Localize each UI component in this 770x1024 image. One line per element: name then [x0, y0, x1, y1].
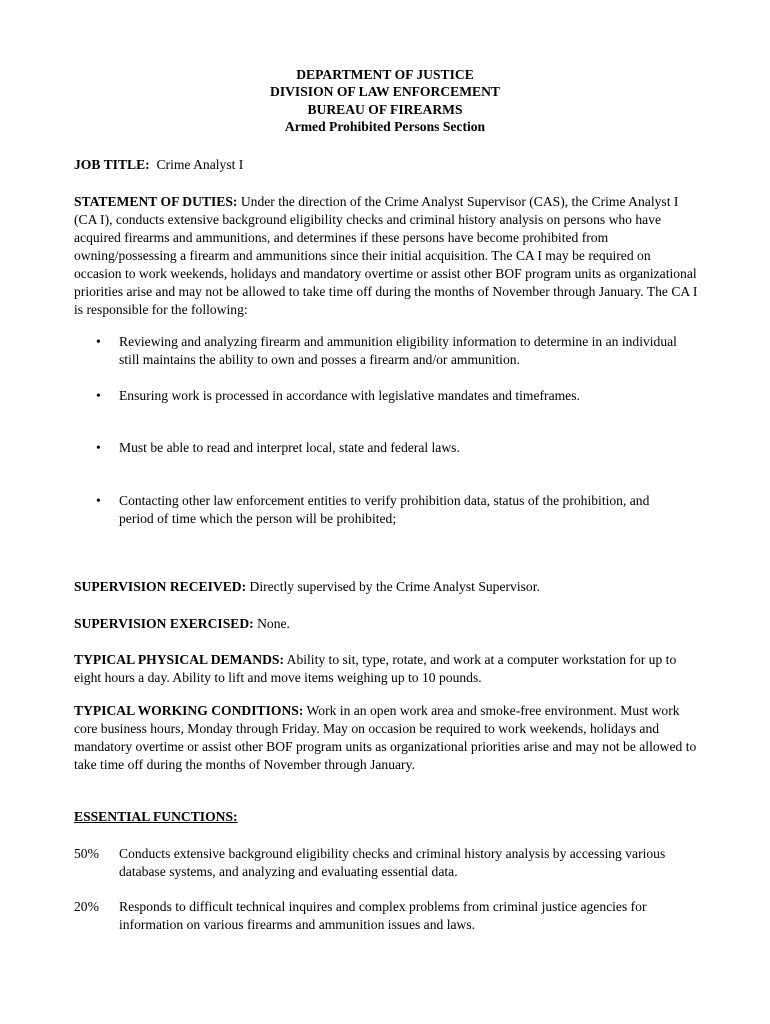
header-division: DIVISION OF LAW ENFORCEMENT	[270, 84, 500, 100]
duty-bullet-text: Ensuring work is processed in accordance with legislative mandates and timeframes.	[119, 388, 580, 403]
supervision-received-text: Directly supervised by the Crime Analyst Supervisor.	[249, 579, 540, 594]
function-text: Conducts extensive background eligibility checks and criminal history analysis by accessing various database systems, and analyzing and evaluating essential data.	[119, 846, 666, 879]
duty-bullet-item	[96, 387, 686, 405]
essential-function-item	[74, 898, 694, 934]
job-title-value: Crime Analyst I	[156, 157, 244, 172]
function-percent: 50%	[74, 846, 99, 861]
statement-of-duties-label: STATEMENT OF DUTIES:	[74, 194, 238, 209]
supervision-exercised-text: None.	[257, 616, 290, 631]
duty-bullet-item	[96, 333, 686, 369]
header-department: DEPARTMENT OF JUSTICE	[296, 67, 474, 82]
document-header	[0, 66, 770, 136]
essential-functions-heading	[74, 808, 700, 826]
function-text: Responds to difficult technical inquires and complex problems from criminal justice agencies for information on various firearms and ammunition issues and laws.	[119, 899, 647, 932]
working-conditions-text: Work in an open work area and smoke-free environment. Must work core business hours, Monday through Friday. May on occasion be required to work weekends, holidays and mandatory overtime or assist other BOF program units as organizational priorities arise and may not be allowed to take time off during the months of November through January.	[74, 703, 697, 772]
physical-demands-paragraph	[74, 651, 700, 687]
supervision-received-label: SUPERVISION RECEIVED:	[74, 579, 247, 594]
duty-bullet-item	[96, 439, 686, 457]
bullet-icon: •	[96, 440, 101, 455]
physical-demands-text: Ability to sit, type, rotate, and work at a computer workstation for up to eight hours a day. Ability to lift and move items weighing up to 10 pounds.	[74, 652, 677, 685]
statement-of-duties-paragraph	[74, 193, 700, 319]
job-title-label: JOB TITLE:	[74, 157, 150, 172]
job-title-paragraph	[74, 156, 700, 174]
working-conditions-label: TYPICAL WORKING CONDITIONS:	[74, 703, 304, 718]
supervision-exercised-paragraph	[74, 615, 700, 633]
supervision-received-paragraph	[74, 578, 700, 596]
bullet-icon: •	[96, 334, 101, 349]
function-percent: 20%	[74, 899, 99, 914]
duty-bullet-text: Reviewing and analyzing firearm and ammunition eligibility information to determine in an individual still maintains the ability to own and posses a firearm and/or ammunition.	[119, 334, 677, 367]
bullet-icon: •	[96, 493, 101, 508]
bullet-icon: •	[96, 388, 101, 403]
supervision-exercised-label: SUPERVISION EXERCISED:	[74, 616, 254, 631]
essential-functions-label: ESSENTIAL FUNCTIONS:	[74, 809, 238, 824]
header-bureau: BUREAU OF FIREARMS	[307, 101, 463, 117]
working-conditions-paragraph	[74, 702, 700, 774]
essential-function-item	[74, 845, 694, 881]
statement-of-duties-text: Under the direction of the Crime Analyst Supervisor (CAS), the Crime Analyst I (CA I), conducts extensive background eligibility checks and criminal history analysis on persons who have acquired firearms and ammunitions, and determines if these persons have become prohibited from owning/possessing a firearm and ammunitions since their initial acquisition. The CA I may be required on occasion to work weekends, holidays and mandatory overtime or assist other BOF program units as organizational priorities arise and may not be allowed to take time off during the months of November through January. The CA I is responsible for the following:	[74, 194, 698, 317]
duty-bullet-text: Contacting other law enforcement entities to verify prohibition data, status of the prohibition, and period of time which the person will be prohibited;	[119, 493, 650, 526]
header-section: Armed Prohibited Persons Section	[284, 119, 486, 135]
duty-bullet-item	[96, 492, 686, 528]
physical-demands-label: TYPICAL PHYSICAL DEMANDS:	[74, 652, 284, 667]
duty-bullet-text: Must be able to read and interpret local, state and federal laws.	[119, 440, 460, 455]
